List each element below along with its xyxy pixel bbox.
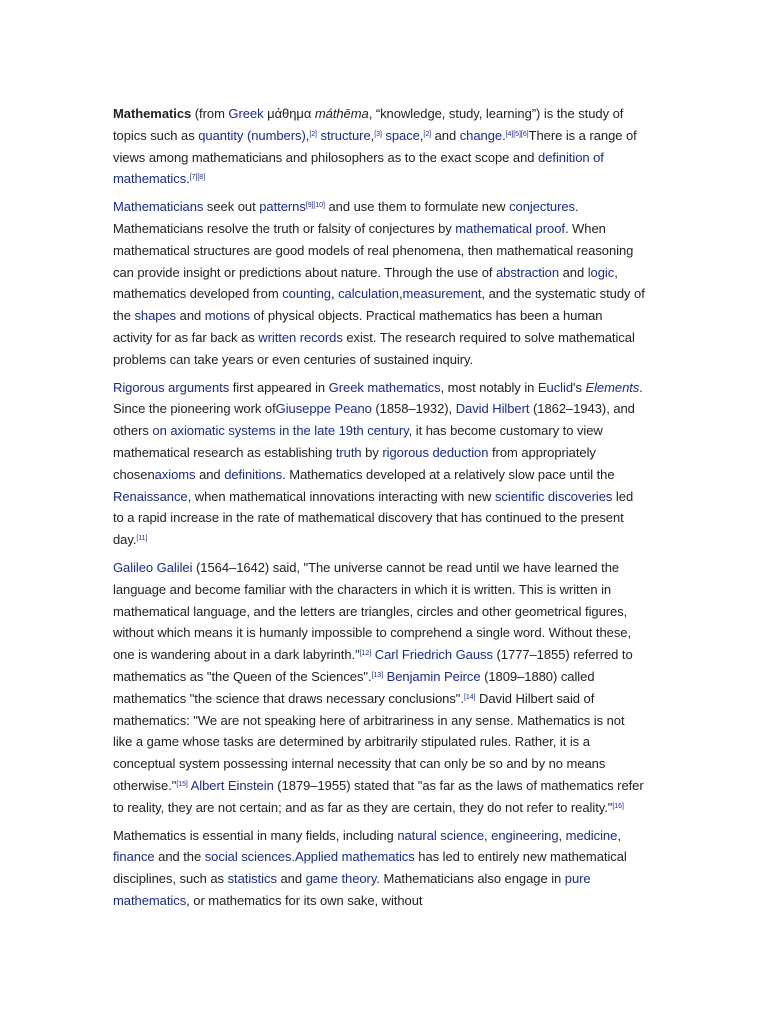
paragraph-quotes	[113, 557, 645, 819]
text: , it has become customary to view mathematical research as establishing	[113, 423, 603, 460]
text: . Since the pioneering work of	[113, 379, 643, 417]
link-motions[interactable]: motions	[204, 308, 250, 324]
link-definition-of-mathematics[interactable]: definition of mathematics	[113, 149, 604, 187]
text: from appropriately chosen	[113, 444, 596, 482]
text: ,	[398, 286, 403, 302]
text: ,	[558, 827, 566, 843]
link-conjectures[interactable]: conjectures	[509, 199, 576, 215]
text: ,	[370, 127, 375, 143]
text: ,	[617, 827, 621, 843]
text: . Mathematics developed at a relatively slow pace until the	[282, 466, 615, 482]
text: and	[276, 871, 306, 887]
text: . When mathematical structures are good models of real phenomena, then mathematical reasoning can provide insight or predictions about nature. Through the use of	[113, 220, 634, 280]
link-galileo-galilei[interactable]: Galileo Galilei	[113, 559, 193, 575]
text: David Hilbert said of mathematics: "We are not speaking here of arbitrariness in any sense. Mathematics is not like a game whose tasks are determined by arbitrarily stipulated rules. Rather, it is a conceptual system possessing internal necessity that can only be so and by no means otherwise."	[113, 690, 625, 793]
text: , and the systematic study of the	[113, 286, 645, 324]
article-body	[113, 103, 645, 918]
text: There is a range of views among mathematicians and philosophers as to the exact scope and	[113, 127, 637, 165]
link-patterns[interactable]: patterns	[259, 199, 306, 215]
link-medicine[interactable]: medicine	[565, 827, 618, 843]
link-axioms[interactable]: axioms	[154, 466, 196, 482]
text: (1777–1855) referred to mathematics as "the Queen of the Sciences".	[113, 647, 633, 684]
reference-link[interactable]: [2]	[309, 130, 317, 138]
text: .	[186, 171, 190, 187]
text: (1879–1955) stated that "as far as the laws of mathematics refer to reality, they are not certain; and as far as they are certain, they do not refer to reality."	[113, 777, 644, 815]
text: Mathematics is essential in many fields, including	[113, 827, 398, 843]
link-axiomatic-systems[interactable]: on axiomatic systems in the late 19th century	[152, 423, 409, 439]
link-statistics[interactable]: statistics	[227, 871, 277, 887]
reference-link[interactable]: [7][8]	[189, 174, 205, 182]
link-carl-friedrich-gauss[interactable]: Carl Friedrich Gauss	[374, 647, 493, 663]
link-engineering[interactable]: engineering	[491, 827, 559, 843]
text: ,	[305, 127, 310, 143]
text: ,	[330, 286, 339, 302]
link-measurement[interactable]: measurement	[402, 286, 482, 302]
link-structure[interactable]: structure	[320, 127, 371, 143]
link-shapes[interactable]: shapes	[134, 308, 177, 324]
reference-link[interactable]: [11]	[136, 535, 148, 543]
text: first appeared in	[229, 379, 329, 395]
link-game-theory[interactable]: game theory	[305, 871, 377, 887]
link-rigorous-deduction[interactable]: rigorous deduction	[382, 444, 489, 460]
text: , or mathematics for its own sake, without	[186, 892, 423, 908]
link-abstraction[interactable]: abstraction	[496, 264, 560, 280]
reference-link[interactable]: [4][5][6]	[505, 130, 529, 138]
text: ,	[419, 127, 424, 143]
paragraph-patterns	[113, 196, 645, 370]
link-finance[interactable]: finance	[113, 849, 155, 865]
link-albert-einstein[interactable]: Albert Einstein	[190, 777, 274, 793]
article-title-term: Mathematics	[113, 106, 192, 121]
text: , “knowledge, study, learning”) is the study of topics such as	[113, 106, 624, 143]
text: .	[291, 849, 295, 865]
text: and	[431, 127, 460, 143]
text: .	[502, 127, 506, 143]
link-calculation[interactable]: calculation	[338, 286, 399, 302]
text: led to a rapid increase in the rate of mathematical discovery that has continued to the present day.	[113, 488, 634, 548]
link-applied-mathematics[interactable]: Applied mathematics	[294, 849, 415, 865]
link-greek-mathematics[interactable]: Greek mathematics	[328, 379, 441, 395]
link-numbers[interactable]: (numbers)	[246, 127, 306, 143]
link-pure-mathematics[interactable]: pure mathematics	[113, 871, 591, 908]
paragraph-applications	[113, 825, 645, 912]
link-definitions[interactable]: definitions	[224, 466, 283, 482]
text: (from	[191, 106, 229, 121]
text: , mathematics developed from	[113, 264, 618, 302]
text: exist. The research required to solve mathematical problems can take years or even centuries of sustained inquiry.	[113, 329, 635, 367]
link-quantity[interactable]: quantity	[198, 127, 244, 143]
link-david-hilbert[interactable]: David Hilbert	[455, 401, 530, 417]
link-giuseppe-peano[interactable]: Giuseppe Peano	[275, 401, 372, 417]
text: by	[361, 444, 383, 460]
link-scientific-discoveries[interactable]: scientific discoveries	[494, 488, 613, 504]
text: has led to entirely new mathematical disciplines, such as	[113, 849, 627, 887]
link-euclid[interactable]: Euclid	[537, 379, 574, 395]
paragraph-rigor	[113, 377, 645, 551]
link-mathematicians[interactable]: Mathematicians	[113, 199, 204, 215]
text: . Mathematicians resolve the truth or falsity of conjectures by	[113, 199, 579, 236]
link-truth[interactable]: truth	[335, 444, 362, 460]
link-written-records[interactable]: written records	[258, 329, 343, 345]
reference-link[interactable]: [16]	[612, 802, 624, 810]
text: of physical objects. Practical mathematics has been a human activity for as far back as	[113, 308, 603, 345]
text: (1809–1880) called mathematics "the science that draws necessary conclusions".	[113, 668, 595, 706]
text: (1862–1943), and others	[113, 401, 635, 439]
link-benjamin-peirce[interactable]: Benjamin Peirce	[386, 668, 481, 684]
link-social-sciences[interactable]: social sciences	[204, 849, 292, 865]
reference-link[interactable]: [2]	[423, 130, 432, 138]
paragraph-intro	[113, 103, 645, 190]
text: (1564–1642) said, "The universe cannot be read until we have learned the language and become familiar with the characters in which it is written. This is written in mathematical language, and the letters are triangles, circles and other geometrical figures, without which means it is humanly impossible to comprehend a single word. Without these, one is wandering about in a dark labyrinth."	[113, 559, 632, 663]
reference-link[interactable]: [15]	[176, 780, 188, 788]
reference-link[interactable]: [14]	[463, 693, 476, 701]
text: and use them to formulate new	[324, 199, 510, 215]
reference-link[interactable]: [9][10]	[305, 202, 325, 210]
link-space[interactable]: space	[385, 127, 420, 143]
link-rigorous-arguments[interactable]: Rigorous arguments	[113, 379, 230, 395]
link-change[interactable]: change	[459, 127, 503, 143]
text: μάθημα	[263, 106, 315, 121]
link-natural-science[interactable]: natural science	[397, 827, 485, 843]
link-renaissance[interactable]: Renaissance	[113, 488, 188, 504]
link-greek[interactable]: Greek	[228, 106, 264, 121]
text: and the	[154, 849, 205, 865]
text: and	[176, 308, 205, 324]
text: and	[195, 466, 225, 482]
reference-link[interactable]: [12]	[359, 650, 372, 658]
text: 's	[573, 379, 586, 395]
text: . Mathematicians also engage in	[376, 871, 565, 887]
transliteration: máthēma	[314, 106, 369, 121]
text: (1858–1932),	[371, 401, 456, 417]
link-mathematical-proof[interactable]: mathematical proof	[455, 220, 565, 236]
text: seek out	[203, 199, 260, 215]
text: ,	[484, 827, 492, 843]
text: and	[559, 264, 588, 280]
text: , when mathematical innovations interacting with new	[187, 488, 495, 504]
reference-link[interactable]: [13]	[371, 671, 384, 679]
link-elements[interactable]: Elements	[585, 379, 640, 395]
link-logic[interactable]: logic	[587, 264, 615, 280]
reference-link[interactable]: [3]	[374, 130, 382, 138]
link-counting[interactable]: counting	[282, 286, 331, 302]
text: , most notably in	[440, 379, 538, 395]
